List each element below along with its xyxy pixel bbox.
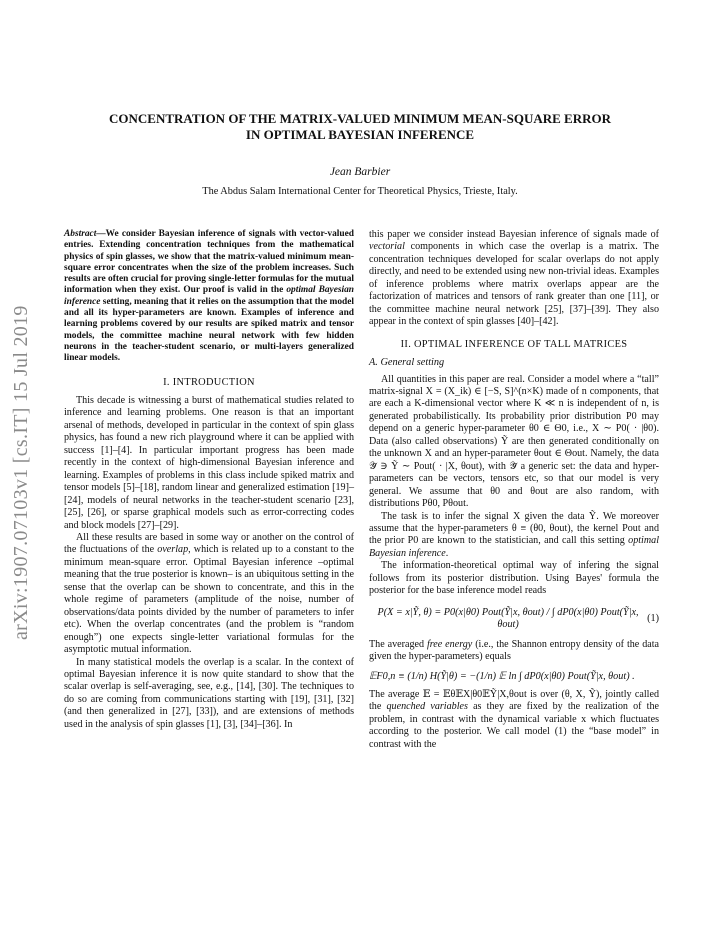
- section-heading-optimal-inference: II. OPTIMAL INFERENCE OF TALL MATRICES: [400, 338, 628, 350]
- paper-title-line1: CONCENTRATION OF THE MATRIX-VALUED MINIMUM MEAN-SQUARE ERROR: [109, 111, 611, 126]
- free-energy-paragraph: [369, 639, 659, 664]
- left-column: [64, 229, 354, 731]
- task-emphasis: optimal Bayesian inference: [369, 535, 659, 559]
- intro-paragraph-1: This decade is witnessing a burst of mathematical studies related to inference and learning problems. One reason is that an important arsenal of methods, developed in particular in the context of spin glass physics, has found a new rich playground where it can be applied with success [1]–[4]. In particular important progress has been made recently in the context of high-dimensional Bayesian inference and learning. Examples of problems in this class include spiked matrix and tensor models [5]–[18], random linear and generalized estimation [19]–[24], models of neural networks in the teacher-student scenario [23], [25], [26], or sparse graphical models such as error-correcting codes and block models [27]–[29].: [64, 395, 354, 531]
- average-text-b: as they are fixed by the realization of the problem, in contrast with the dynamical variable x which fluctuates according to the posterior. We call model (1) the “base model” in contrast with the: [369, 701, 659, 750]
- task-paragraph: [369, 511, 659, 561]
- intro-paragraph-2: [64, 532, 354, 657]
- author-affiliation: The Abdus Salam International Center for Theoretical Physics, Trieste, Italy.: [202, 186, 518, 197]
- arxiv-identifier-stamp: arXiv:1907.07103v1 [cs.IT] 15 Jul 2019: [10, 305, 32, 640]
- right-p1-emphasis: vectorial: [369, 241, 405, 253]
- abstract-lead: Abstract: [64, 229, 97, 239]
- intro-p2-text-a: All these results are based in some way or another on the control of the fluctuations of the: [64, 532, 354, 556]
- intro-paragraph-3: In many statistical models the overlap is a scalar. In the context of optimal Bayesian inference it is now quite standard to show that the scalar overlap is self-averaging, see, e.g., [14], [30]. The techniques to do so are coming from communications starting with [19], [31], [32] (and then generalized in [27], [33]), and are extensions of methods used in the analysis of spin glasses [1], [3], [34]–[36]. In: [64, 656, 354, 730]
- equation-1: [369, 607, 659, 632]
- right-p1-text-b: components in which case the overlap is a matrix. The concentration techniques developed for scalar overlaps do not apply directly, and need to be extended using new non-trivial ideas. Examples of inference problems where matrix overlaps appear are the factorization of matrices and tensors of rank greater than one [11], or the committee machine neural network [25], [37]–[39]. They also appear in the context of spin glasses [40]–[42].: [369, 241, 659, 328]
- free-energy-text-b: (i.e., the Shannon entropy density of the data given the hyper-parameters) equals: [369, 638, 659, 663]
- average-emphasis: quenched variables: [386, 701, 468, 713]
- author-name: Jean Barbier: [329, 166, 391, 178]
- right-column: [369, 229, 659, 751]
- abstract-text-1: —We consider Bayesian inference of signals with vector-valued entries. Extending concentration techniques from the mathematical physics of spin glasses, we show that the matrix-valued minimum mean-square error concentrates when the size of the problem increases. Such results are often crucial for proving single-letter formulas for the mutual information when they exist. Our proof is valid in the: [64, 229, 354, 296]
- right-p1-text-a: this paper we consider instead Bayesian inference of signals made of: [369, 229, 659, 240]
- abstract-text-2: setting, meaning that it relies on the assumption that the model and all its hyper-parameters are known. Examples of inference and learning problems covered by our results are spiked matrix and tensor models, the committee machine neural network with few hidden neurons in the teacher-student scenario, or multi-layers generalized linear models.: [64, 296, 354, 364]
- task-text-b: .: [445, 547, 449, 559]
- right-paragraph-1: [369, 229, 659, 329]
- task-text-a: The task is to infer the signal X given the data Ỹ. We moreover assume that the hyper-parameters θ ≡ (θ0, θout), the kernel Pout and the prior P0 are known to the statistician, and call this setting: [369, 510, 659, 547]
- setting-paragraph: All quantities in this paper are real. Consider a model where a “tall” matrix-signal X = (X_ik) ∈ [−S, S]^(n×K) made of n components, that are each a K-dimensional vector where K ≪ n is independent of n, is generated probabilistically. Its probability prior distribution P0 may depend on a generic hyper-parameter θ0 ∈ Θ0, i.e., X ∼ P0( · |θ0). Data (also called observations) Ỹ are then generated conditionally on the unknown X and an hyper-parameter θout ∈ Θout. Namely, the data 𝒴̃ ∋ Ỹ ∼ Pout( · |X, θout), with 𝒴̃ a generic set: the data and hyper-parameters can be vectors, tensors etc, so that our model is very general. We assume that θ0 and θout are also random, with distributions Pθ0, Pθout.: [369, 373, 659, 510]
- abstract-emphasis: optimal Bayesian inference: [64, 285, 355, 307]
- intro-p2-text-b: , which is related up to a constant to the minimum mean-square error. Optimal Bayesian inference –optimal meaning that the true posterior is known– is an ubiquitous setting in the sense that the overlap can be shown to concentrate, and this in the whole regime of parameters (amplitude of the noise, number of observations/data points divided by the number of parameters to infer etc). When the overlap concentrates (and the problem is “random enough”) one expects single-letter variational formulas for the asymptotic mutual information.: [64, 544, 354, 656]
- equation-1-body: P(X = x|Ỹ, θ) = P0(x|θ0) Pout(Ỹ|x, θout) / ∫ dP0(x|θ0) Pout(Ỹ|x, θout): [377, 606, 639, 631]
- average-paragraph: [369, 689, 659, 751]
- paper-title-line2: IN OPTIMAL BAYESIAN INFERENCE: [245, 127, 475, 142]
- average-text-a: The average 𝔼 = 𝔼θ𝔼X|θ0𝔼Ỹ|X,θout is over (θ, X, Ỹ), jointly called the: [369, 688, 659, 713]
- free-energy-text-a: The averaged: [369, 638, 427, 650]
- posterior-paragraph: The information-theoretical optimal way of infering the signal follows from its posterior distribution. Using Bayes' formula the posterior for the base inference model reads: [369, 560, 659, 597]
- subsection-heading-general-setting: A. General setting: [369, 357, 445, 369]
- free-energy-emphasis: free energy: [426, 638, 473, 650]
- abstract: [64, 229, 354, 365]
- equation-1-number: (1): [647, 612, 659, 624]
- intro-p2-emphasis: overlap: [157, 544, 189, 556]
- equation-free-energy: 𝔼F0,n ≡ (1/n) H(Ỹ|θ) = −(1/n) 𝔼 ln ∫ dP0(x|θ0) Pout(Ỹ|x, θout) .: [369, 670, 635, 682]
- section-heading-introduction: I. INTRODUCTION: [163, 376, 255, 388]
